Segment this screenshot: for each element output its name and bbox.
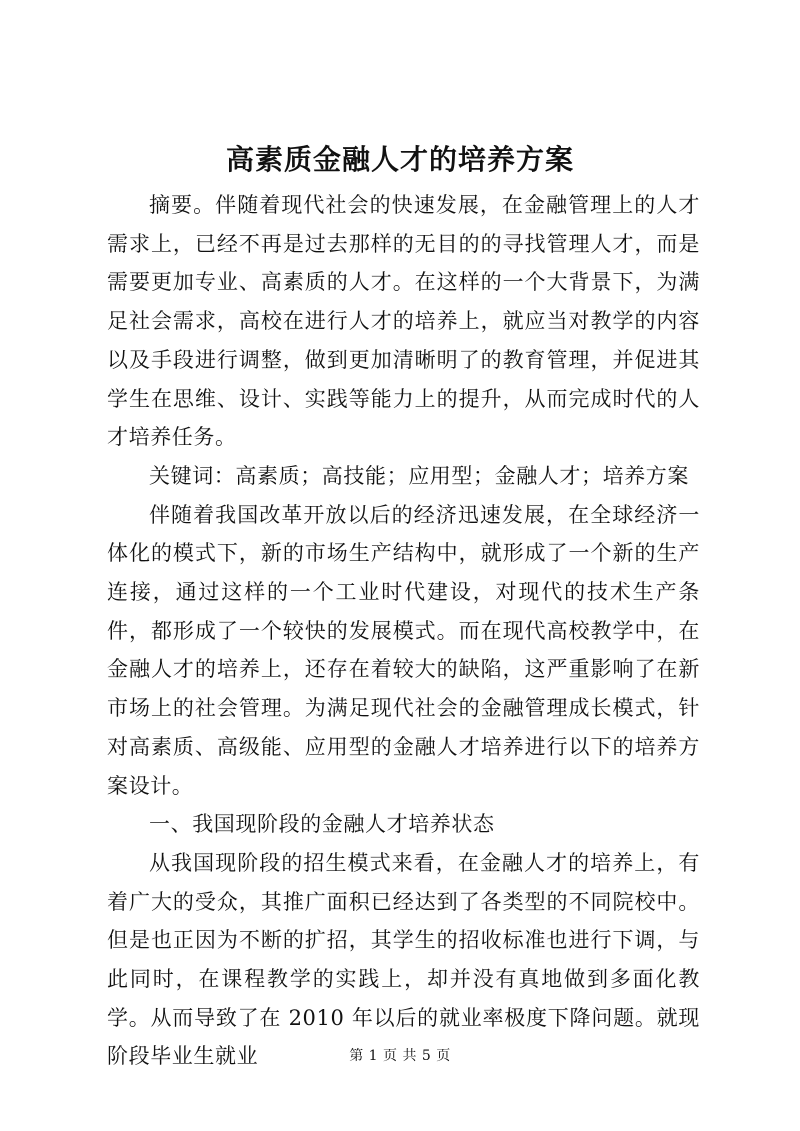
intro-paragraph: 伴随着我国改革开放以后的经济迅速发展，在全球经济一体化的模式下，新的市场生产结构中，就形成了一个新的生产连接，通过这样的一个工业时代建设，对现代的技术生产条件，都形成了一个较快的发展模式。而在现代高校教学中，在金融人才的培养上，还存在着较大的缺陷，这严重影响了在新市场上的社会管理。为满足现代社会的金融管理成长模式，针对高素质、高级能、应用型的金融人才培养进行以下的培养方案设计。 [107, 502, 700, 798]
abstract-paragraph: 摘要。伴随着现代社会的快速发展，在金融管理上的人才需求上，已经不再是过去那样的无目的的寻找管理人才，而是需要更加专业、高素质的人才。在这样的一个大背景下，为满足社会需求，高校在进行人才的培养上，就应当对教学的内容以及手段进行调整，做到更加清晰明了的教育管理，并促进其学生在思维、设计、实践等能力上的提升，从而完成时代的人才培养任务。 [107, 193, 700, 450]
document-body [107, 186, 700, 1076]
document-title: 高素质金融人才的培养方案 [225, 143, 574, 176]
page-footer: 第 1 页 共 5 页 [349, 1048, 451, 1064]
section-heading: 一、我国现阶段的金融人才培养状态 [149, 812, 495, 837]
section-paragraph: 从我国现阶段的招生模式来看，在金融人才的培养上，有着广大的受众，其推广面积已经达到了各类型的不同院校中。但是也正因为不断的扩招，其学生的招收标准也进行下调，与此同时，在课程教学的实践上，却并没有真地做到多面化教学。从而导致了在 2010 年以后的就业率极度下降问题。就现阶段毕业生就业 [107, 850, 700, 1069]
keywords-paragraph: 关键词：高素质；高技能；应用型；金融人才；培养方案 [149, 463, 689, 488]
